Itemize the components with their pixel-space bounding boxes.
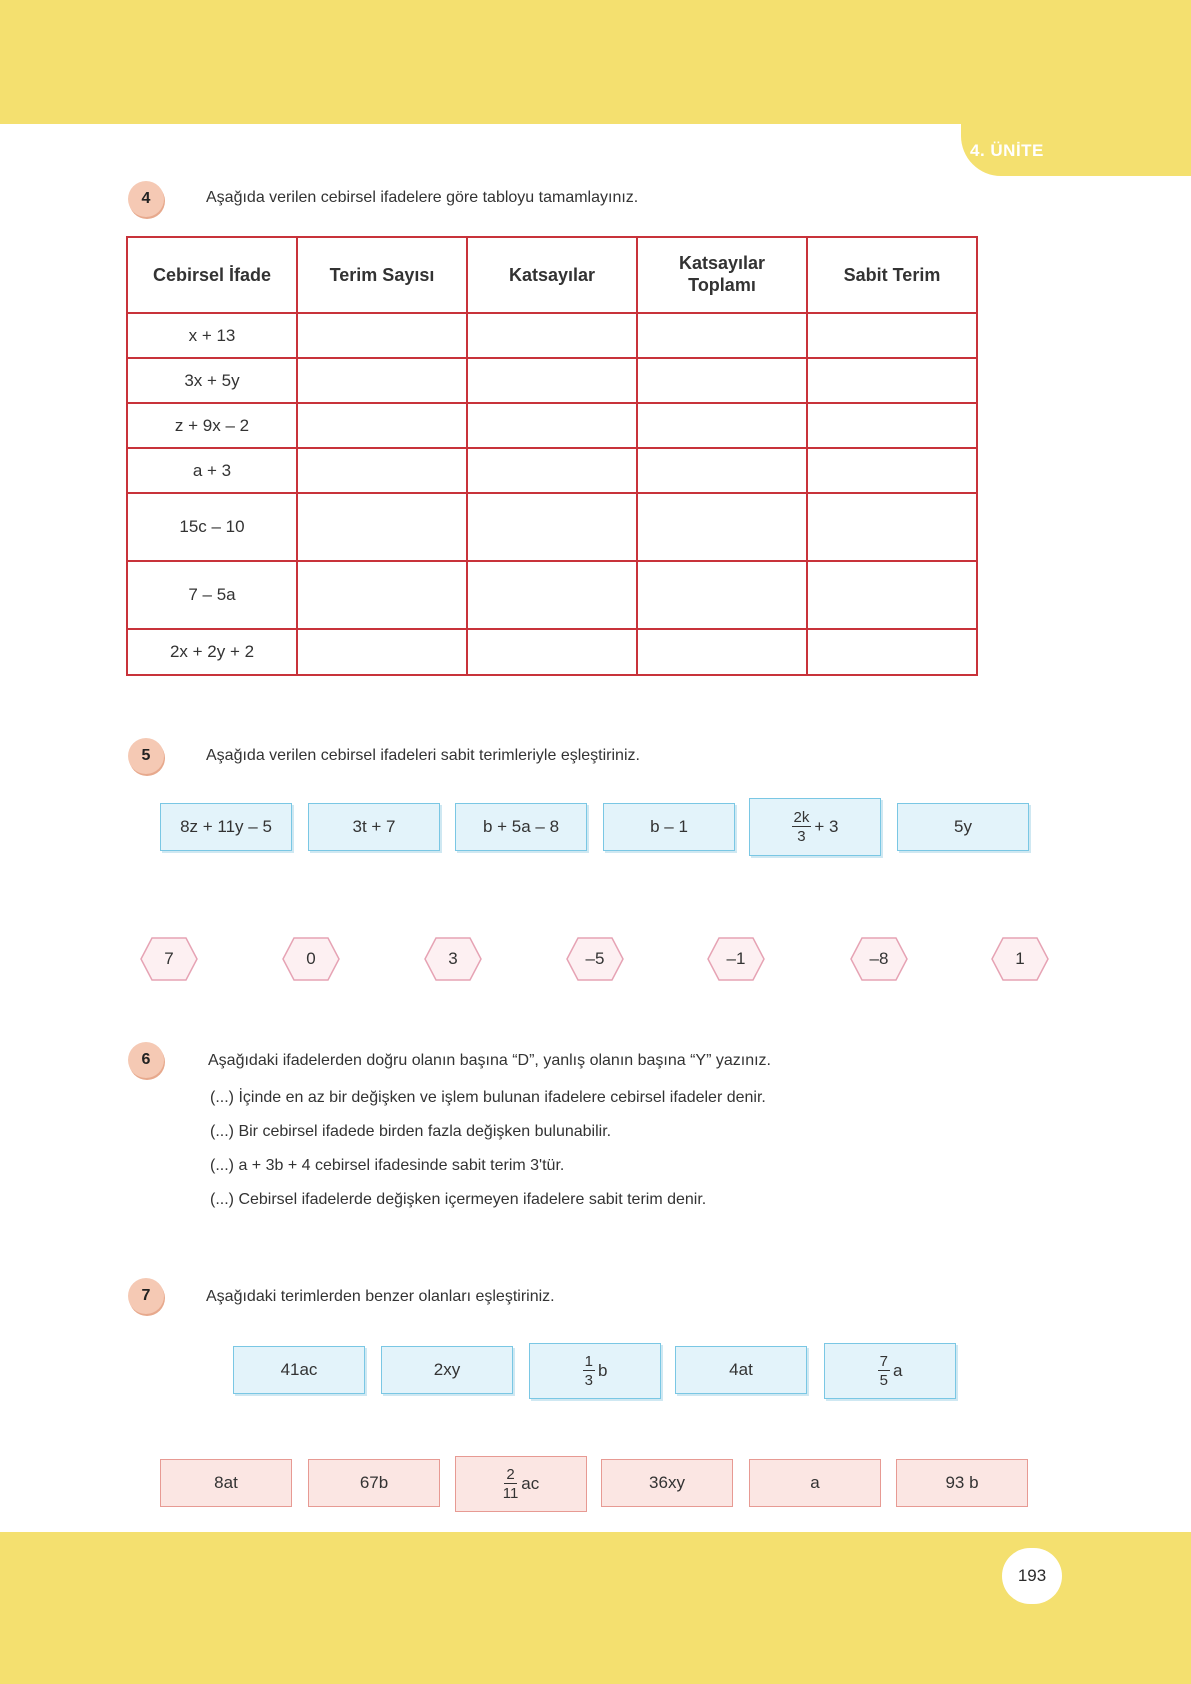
- table-row: [127, 629, 977, 675]
- expression-card[interactable]: b – 1: [603, 803, 735, 851]
- constant-hexagon[interactable]: 7: [140, 937, 198, 981]
- answer-cell[interactable]: [807, 358, 977, 403]
- answer-cell[interactable]: [637, 313, 807, 358]
- answer-cell[interactable]: [467, 403, 637, 448]
- expression-cell: 7 – 5a: [127, 561, 297, 629]
- question-6-prompt: Aşağıdaki ifadelerden doğru olanın başına “D”, yanlış olanın başına “Y” yazınız.: [208, 1052, 771, 1069]
- answer-cell[interactable]: [807, 448, 977, 493]
- answer-cell[interactable]: [467, 313, 637, 358]
- term-card[interactable]: 8at: [160, 1459, 292, 1507]
- question-4-number: 4: [128, 181, 164, 217]
- expression-card[interactable]: b + 5a – 8: [455, 803, 587, 851]
- answer-cell[interactable]: [467, 629, 637, 675]
- answer-cell[interactable]: [637, 493, 807, 561]
- constant-hexagon[interactable]: 1: [991, 937, 1049, 981]
- statement-item[interactable]: (...) İçinde en az bir değişken ve işlem bulunan ifadelere cebirsel ifadeler denir.: [210, 1089, 766, 1106]
- answer-cell[interactable]: [297, 403, 467, 448]
- statement-item[interactable]: (...) a + 3b + 4 cebirsel ifadesinde sabit terim 3'tür.: [210, 1157, 565, 1174]
- term-card[interactable]: 41ac: [233, 1346, 365, 1394]
- answer-cell[interactable]: [297, 629, 467, 675]
- table-row: [127, 493, 977, 561]
- table-row: [127, 403, 977, 448]
- answer-cell[interactable]: [807, 561, 977, 629]
- expression-card[interactable]: 3t + 7: [308, 803, 440, 851]
- question-7-number: 7: [128, 1278, 164, 1314]
- expression-cell: a + 3: [127, 448, 297, 493]
- column-header: Katsayılar Toplamı: [637, 237, 807, 313]
- question-5-number: 5: [128, 738, 164, 774]
- answer-cell[interactable]: [807, 313, 977, 358]
- term-card[interactable]: $\frac{7}{5}$ a: [824, 1343, 956, 1399]
- column-header: Sabit Terim: [807, 237, 977, 313]
- answer-cell[interactable]: [297, 561, 467, 629]
- constant-hexagon[interactable]: 0: [282, 937, 340, 981]
- term-card[interactable]: 93 b: [896, 1459, 1028, 1507]
- table-row: [127, 313, 977, 358]
- fraction: $\frac{7}{5}$: [879, 1353, 888, 1389]
- answer-cell[interactable]: [467, 358, 637, 403]
- statement-item[interactable]: (...) Cebirsel ifadelerde değişken içermeyen ifadelere sabit terim denir.: [210, 1191, 707, 1208]
- answer-cell[interactable]: [807, 403, 977, 448]
- table-row: [127, 561, 977, 629]
- expression-cell: 3x + 5y: [127, 358, 297, 403]
- table-row: [127, 448, 977, 493]
- page-number: 193: [1002, 1548, 1062, 1604]
- statement-item[interactable]: (...) Bir cebirsel ifadede birden fazla değişken bulunabilir.: [210, 1123, 612, 1140]
- constant-hexagon[interactable]: –5: [566, 937, 624, 981]
- constant-hexagon[interactable]: –8: [850, 937, 908, 981]
- term-card[interactable]: 36xy: [601, 1459, 733, 1507]
- answer-cell[interactable]: [807, 493, 977, 561]
- constant-hexagon[interactable]: 3: [424, 937, 482, 981]
- expression-cell: z + 9x – 2: [127, 403, 297, 448]
- answer-cell[interactable]: [467, 493, 637, 561]
- q4-table: [126, 236, 978, 676]
- answer-cell[interactable]: [637, 629, 807, 675]
- table-header-row: [127, 237, 977, 313]
- answer-cell[interactable]: [807, 629, 977, 675]
- unit-label: 4. ÜNİTE: [970, 141, 1044, 160]
- question-5-prompt: Aşağıda verilen cebirsel ifadeleri sabit terimleriyle eşleştiriniz.: [206, 747, 640, 764]
- answer-cell[interactable]: [297, 313, 467, 358]
- expression-cell: x + 13: [127, 313, 297, 358]
- column-header: Terim Sayısı: [297, 237, 467, 313]
- term-card[interactable]: 67b: [308, 1459, 440, 1507]
- answer-cell[interactable]: [297, 448, 467, 493]
- answer-cell[interactable]: [467, 448, 637, 493]
- answer-cell[interactable]: [637, 403, 807, 448]
- top-band: [0, 0, 1191, 124]
- column-header: Katsayılar: [467, 237, 637, 313]
- answer-cell[interactable]: [297, 358, 467, 403]
- table-row: [127, 358, 977, 403]
- answer-cell[interactable]: [297, 493, 467, 561]
- constant-hexagon[interactable]: –1: [707, 937, 765, 981]
- question-6-number: 6: [128, 1042, 164, 1078]
- answer-cell[interactable]: [637, 448, 807, 493]
- term-card[interactable]: 4at: [675, 1346, 807, 1394]
- fraction: $\frac{2}{11}$: [502, 1466, 519, 1502]
- expression-cell: 2x + 2y + 2: [127, 629, 297, 675]
- fraction: $\frac{2k}{3}$: [793, 809, 810, 845]
- expression-cell: 15c – 10: [127, 493, 297, 561]
- expression-card[interactable]: $\frac{2k}{3}$ + 3: [749, 798, 881, 856]
- question-7-prompt: Aşağıdaki terimlerden benzer olanları eşleştiriniz.: [206, 1288, 555, 1305]
- term-card[interactable]: $\frac{1}{3}$ b: [529, 1343, 661, 1399]
- column-header: Cebirsel İfade: [127, 237, 297, 313]
- expression-card[interactable]: 5y: [897, 803, 1029, 851]
- question-4-prompt: Aşağıda verilen cebirsel ifadelere göre tabloyu tamamlayınız.: [206, 189, 639, 206]
- term-card[interactable]: $\frac{2}{11}$ ac: [455, 1456, 587, 1512]
- answer-cell[interactable]: [637, 358, 807, 403]
- fraction: $\frac{1}{3}$: [584, 1353, 593, 1389]
- term-card[interactable]: 2xy: [381, 1346, 513, 1394]
- answer-cell[interactable]: [637, 561, 807, 629]
- answer-cell[interactable]: [467, 561, 637, 629]
- term-card[interactable]: a: [749, 1459, 881, 1507]
- expression-card[interactable]: 8z + 11y – 5: [160, 803, 292, 851]
